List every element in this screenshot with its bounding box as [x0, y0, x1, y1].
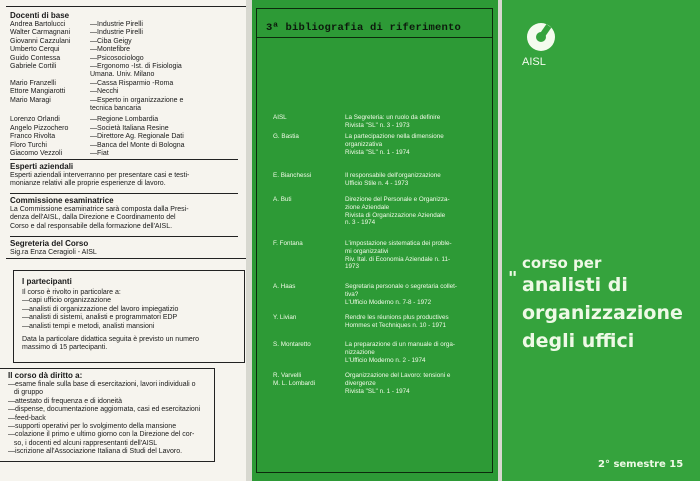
bibliography-entry — [273, 114, 478, 130]
semester-label: 2° semestre 15 — [598, 459, 684, 470]
esperti-line: Esperti aziendali interverranno per presentare casi e testi- — [10, 172, 190, 179]
esperti-title: Esperti aziendali — [10, 162, 74, 171]
esperti-section — [10, 162, 242, 189]
title-line: Rivista "SL" n. 1 - 1974 — [345, 387, 410, 395]
entry-title — [345, 114, 478, 130]
entry-title — [345, 196, 478, 227]
segreteria-text: Sig.ra Enza Ceragioli - AISL — [10, 249, 97, 256]
docente-name: Umberto Cerqui — [10, 46, 60, 54]
diritto-line: —esame finale sulla base di esercitazioni, lavori individuali o — [8, 381, 196, 388]
partecipanti-note: massimo di 15 partecipanti. — [22, 344, 108, 352]
docente-org: —Esperto in organizzazione e — [90, 96, 184, 104]
title-line: tiva? — [345, 290, 359, 298]
docente-row — [10, 105, 185, 113]
info-panel — [0, 0, 246, 481]
docente-org: —Psicosociologo — [90, 54, 144, 62]
entry-author — [273, 314, 345, 330]
docente-org: —Montefibre — [90, 46, 131, 54]
diritto-line: di gruppo — [8, 389, 44, 397]
docente-row — [10, 63, 185, 71]
cover-title-line: degli uffici — [522, 330, 635, 352]
title-line: Ufficio Stile n. 4 - 1973 — [345, 179, 409, 187]
divider — [10, 193, 238, 194]
docente-row — [10, 46, 185, 54]
docente-row — [10, 55, 185, 63]
partecipanti-box — [13, 270, 245, 363]
entry-author — [273, 283, 345, 306]
bibliography-entry — [273, 133, 478, 156]
entry-author — [273, 196, 345, 227]
docente-name: Mario Maragi — [10, 96, 51, 104]
commissione-line: denza dell'AISL, dalla Direzione e Coordinamento del — [10, 214, 176, 222]
entry-title — [345, 314, 478, 330]
docente-row — [10, 88, 185, 96]
cover-panel — [502, 0, 700, 481]
diritto-title: Il corso dà diritto a: — [8, 371, 83, 380]
docente-row — [10, 116, 185, 124]
bibliography-panel — [252, 0, 498, 481]
docente-name: Angelo Pizzochero — [10, 124, 69, 132]
partecipanti-line: Il corso è rivolto in particolare a: — [22, 289, 121, 296]
docente-row — [10, 125, 185, 133]
aisl-logo-icon — [521, 21, 561, 53]
entry-author — [273, 240, 345, 271]
docente-org: —Ciba Geigy — [90, 37, 132, 45]
bibliography-entry — [273, 196, 478, 227]
entry-title — [345, 133, 478, 156]
title-line: 1973 — [345, 263, 360, 271]
bibliography-entry — [273, 314, 478, 330]
docente-row — [10, 71, 185, 79]
title-line: Direzione del Personale e Organizza- — [345, 196, 450, 203]
diritto-line: —supporti operativi per lo svolgimento della mansione — [8, 423, 177, 431]
entry-title — [345, 372, 478, 395]
docente-org: —Ergonomo -Ist. di Fisiologia — [90, 63, 182, 71]
docente-name: Walter Carmagnani — [10, 29, 71, 37]
diritto-line: —iscrizione all'Associazione Italiana di Studi del Lavoro. — [8, 448, 183, 456]
partecipanti-line: —analisti di sistemi, analisti e programmatori EDP — [22, 314, 178, 322]
entry-author — [273, 372, 345, 395]
docente-name — [10, 105, 90, 113]
docente-org: —Regione Lombardia — [90, 116, 159, 124]
title-line: La partecipazione nella dimensione — [345, 133, 444, 140]
commissione-section — [10, 196, 242, 231]
docente-row — [10, 97, 185, 105]
title-line: La Segreteria: un ruolo da definire — [345, 114, 441, 121]
docente-name: Lorenzo Orlandi — [10, 116, 60, 124]
entry-author — [273, 172, 345, 188]
author-line: E. Bianchessi — [273, 172, 312, 179]
quote-mark: " — [508, 268, 518, 289]
partecipanti-line: —capi ufficio organizzazione — [22, 297, 111, 305]
commissione-title: Commissione esaminatrice — [10, 196, 114, 205]
bibliography-title: 3ª bibliografia di riferimento — [266, 22, 462, 34]
author-line: A. Buti — [273, 196, 292, 203]
diritto-line: —dispense, documentazione aggiornata, casi ed esercitazioni — [8, 406, 201, 414]
title-line: organizzativa — [345, 140, 383, 148]
divider — [10, 236, 238, 237]
docenti-list — [10, 21, 185, 159]
docente-name: Mario Franzelli — [10, 79, 56, 87]
docente-row — [10, 150, 185, 158]
docente-row — [10, 29, 185, 37]
author-line: R. Varvelli — [273, 372, 302, 379]
title-line: L'impostazione sistematica dei proble- — [345, 240, 452, 247]
title-line: Hommes et Techniques n. 10 - 1971 — [345, 321, 447, 329]
author-line: AISL — [273, 114, 287, 121]
title-line: Rivista "SL" n. 3 - 1973 — [345, 121, 410, 129]
partecipanti-title: I partecipanti — [22, 277, 72, 286]
cover-title-line: analisti di — [522, 274, 628, 296]
title-line: Rivista di Organizzazione Aziendale — [345, 211, 446, 219]
docente-name: Franco Rivolta — [10, 133, 56, 141]
diritto-list — [8, 381, 238, 457]
docente-org: —Società Italiana Resine — [90, 124, 169, 132]
segreteria-title: Segreteria del Corso — [10, 239, 89, 248]
title-line: Il responsabile dell'organizzazione — [345, 172, 441, 179]
bibliography-entry — [273, 172, 478, 188]
cover-title-line: corso per — [522, 254, 602, 272]
entry-author — [273, 341, 345, 364]
title-line: La preparazione di un manuale di orga- — [345, 341, 455, 348]
docente-name: Ettore Mangiarotti — [10, 88, 66, 96]
docente-name: Guido Contessa — [10, 54, 61, 62]
entry-title — [345, 240, 478, 271]
docenti-title: Docenti di base — [10, 11, 70, 20]
author-line: S. Montaretto — [273, 341, 311, 348]
docente-org: —Industrie Pirelli — [90, 21, 143, 28]
partecipanti-note: Data la particolare didattica seguita è previsto un numero — [22, 336, 200, 344]
docente-name: Floro Turchi — [10, 141, 47, 149]
author-line: F. Fontana — [273, 240, 303, 247]
title-line: nizzazione — [345, 348, 375, 356]
title-line: Rivista "SL" n. 1 - 1974 — [345, 148, 410, 156]
docente-org: —Industrie Pirelli — [90, 29, 143, 37]
cover-title-line: organizzazione — [522, 302, 683, 324]
docente-name: Giacomo Vezzoli — [10, 150, 63, 158]
entry-title — [345, 341, 478, 364]
docente-name: Andrea Bartolucci — [10, 21, 66, 28]
docente-row — [10, 142, 185, 150]
docente-row — [10, 21, 185, 29]
docente-org: —Banca del Monte di Bologna — [90, 141, 185, 149]
docente-name: Giovanni Cazzulani — [10, 37, 71, 45]
docente-org: —Necchi — [90, 88, 119, 96]
commissione-line: Corso e dal responsabile della formazione dell'AISL. — [10, 222, 173, 230]
entry-author — [273, 133, 345, 156]
title-line: L'Ufficio Moderno n. 7-8 - 1972 — [345, 298, 432, 306]
docente-name: Gabriele Cortili — [10, 63, 57, 71]
partecipanti-line: —analisti tempi e metodi, analisti mansioni — [22, 322, 155, 330]
partecipanti-line: —analisti di organizzazione del lavoro impiegatizio — [22, 305, 179, 313]
title-line: divergenze — [345, 379, 376, 387]
divider — [10, 159, 238, 160]
title-line: Riv. Ital. di Economia Aziendale n. 11- — [345, 255, 451, 263]
title-line: zione Aziendale — [345, 203, 390, 211]
bibliography-entry — [273, 341, 478, 364]
title-line: Rendre les réunions plus productives — [345, 314, 449, 321]
author-line: Y. Livian — [273, 314, 297, 321]
docente-row — [10, 80, 185, 88]
docente-name — [10, 71, 90, 79]
entry-title — [345, 172, 478, 188]
title-line: Organizzazione del Lavoro: tensioni e — [345, 372, 451, 379]
title-line: n. 3 - 1974 — [345, 219, 376, 227]
entry-title — [345, 283, 478, 306]
title-line: L'Ufficio Moderno n. 2 - 1974 — [345, 356, 426, 364]
commissione-line: La Commissione esaminatrice sarà composta dalla Presi- — [10, 206, 189, 213]
bibliography-entry — [273, 283, 478, 306]
diritto-box — [0, 368, 246, 481]
diritto-line: —attestato di frequenza e di idoneità — [8, 397, 123, 405]
author-line: M. L. Lombardi — [273, 379, 315, 387]
docente-org: —Cassa Risparmio -Roma — [90, 79, 174, 87]
entry-author — [273, 114, 345, 130]
docente-row — [10, 38, 185, 46]
docente-org: —Fiat — [90, 150, 109, 158]
esperti-line: monianze relativi alle proprie esperienze di lavoro. — [10, 180, 166, 188]
docente-row — [10, 133, 185, 141]
author-line: A. Haas — [273, 283, 296, 290]
bibliography-entry — [273, 372, 478, 395]
title-line: Segretaria personale o segretaria collet- — [345, 283, 458, 290]
logo-text: AISL — [522, 56, 546, 68]
title-line: mi organizzativi — [345, 247, 389, 255]
diritto-line: so, i docenti ed alcuni rappresentanti dell'AISL — [8, 439, 158, 447]
diritto-line: —feed-back — [8, 414, 46, 422]
docente-org: —Direttore Ag. Regionale Dati — [90, 133, 184, 141]
docente-org: Umana. Univ. Milano — [90, 71, 155, 79]
docente-org: tecnica bancaria — [90, 105, 141, 113]
author-line: G. Bastia — [273, 133, 299, 140]
segreteria-section — [10, 239, 97, 257]
diritto-line: —colazione il primo e ultimo giorno con la Direzione del cor- — [8, 431, 195, 439]
bibliography-entry — [273, 240, 478, 271]
docenti-section — [10, 11, 185, 159]
